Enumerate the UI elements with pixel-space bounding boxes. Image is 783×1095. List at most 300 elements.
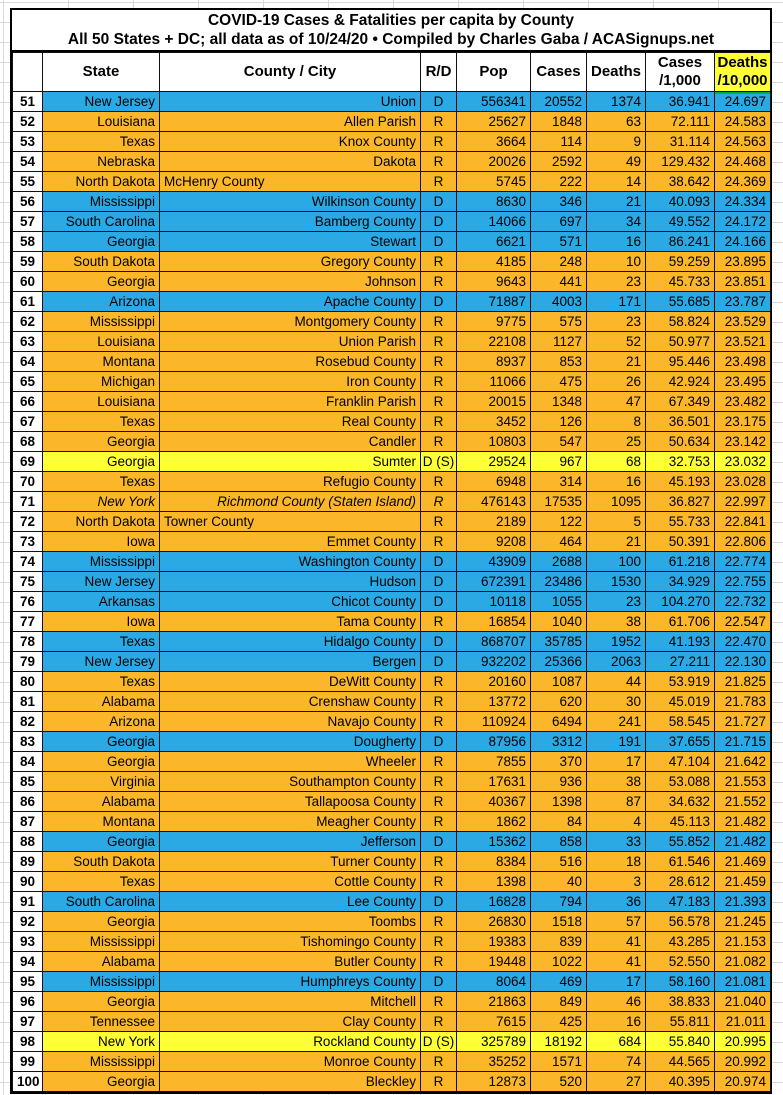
cell-county[interactable]: Dakota xyxy=(160,152,421,172)
cell-cases-per-1000[interactable]: 43.285 xyxy=(646,932,715,952)
cell-cases-per-1000[interactable]: 41.193 xyxy=(646,632,715,652)
cell-cases-per-1000[interactable]: 31.114 xyxy=(646,132,715,152)
cell-cases[interactable]: 1087 xyxy=(531,672,587,692)
cell-state[interactable]: Georgia xyxy=(43,272,160,292)
cell-deaths[interactable]: 21 xyxy=(587,532,646,552)
cell-rank[interactable]: 64 xyxy=(13,352,43,372)
cell-pop[interactable]: 5745 xyxy=(457,172,531,192)
cell-deaths-per-10000[interactable]: 23.498 xyxy=(715,352,771,372)
cell-cases[interactable]: 2688 xyxy=(531,552,587,572)
cell-cases[interactable]: 849 xyxy=(531,992,587,1012)
cell-county[interactable]: Refugio County xyxy=(160,472,421,492)
cell-state[interactable]: North Dakota xyxy=(43,172,160,192)
cell-cases[interactable]: 547 xyxy=(531,432,587,452)
cell-cases-per-1000[interactable]: 129.432 xyxy=(646,152,715,172)
header-rank[interactable] xyxy=(13,53,43,92)
cell-rank[interactable]: 86 xyxy=(13,792,43,812)
cell-rank[interactable]: 51 xyxy=(13,92,43,112)
cell-deaths[interactable]: 2063 xyxy=(587,652,646,672)
cell-pop[interactable]: 87956 xyxy=(457,732,531,752)
cell-deaths-per-10000[interactable]: 23.142 xyxy=(715,432,771,452)
cell-cases[interactable]: 967 xyxy=(531,452,587,472)
cell-rank[interactable]: 62 xyxy=(13,312,43,332)
cell-rank[interactable]: 94 xyxy=(13,952,43,972)
cell-deaths[interactable]: 18 xyxy=(587,852,646,872)
cell-pop[interactable]: 110924 xyxy=(457,712,531,732)
cell-cases-per-1000[interactable]: 72.111 xyxy=(646,112,715,132)
cell-deaths-per-10000[interactable]: 23.521 xyxy=(715,332,771,352)
cell-county[interactable]: Monroe County xyxy=(160,1052,421,1072)
cell-rank[interactable]: 60 xyxy=(13,272,43,292)
cell-cases-per-1000[interactable]: 67.349 xyxy=(646,392,715,412)
cell-state[interactable]: Mississippi xyxy=(43,972,160,992)
header-pop[interactable]: Pop xyxy=(457,53,531,92)
cell-rank[interactable]: 58 xyxy=(13,232,43,252)
cell-deaths[interactable]: 49 xyxy=(587,152,646,172)
cell-rank[interactable]: 90 xyxy=(13,872,43,892)
cell-pop[interactable]: 868707 xyxy=(457,632,531,652)
cell-deaths-per-10000[interactable]: 21.727 xyxy=(715,712,771,732)
cell-deaths[interactable]: 16 xyxy=(587,472,646,492)
cell-cases[interactable]: 794 xyxy=(531,892,587,912)
cell-deaths-per-10000[interactable]: 21.553 xyxy=(715,772,771,792)
cell-deaths-per-10000[interactable]: 21.459 xyxy=(715,872,771,892)
cell-pop[interactable]: 29524 xyxy=(457,452,531,472)
cell-cases[interactable]: 122 xyxy=(531,512,587,532)
cell-state[interactable]: Montana xyxy=(43,352,160,372)
cell-deaths[interactable]: 1374 xyxy=(587,92,646,112)
cell-cases[interactable]: 25366 xyxy=(531,652,587,672)
cell-rd[interactable]: R xyxy=(421,372,457,392)
cell-rd[interactable]: D xyxy=(421,232,457,252)
cell-rd[interactable]: R xyxy=(421,852,457,872)
cell-pop[interactable]: 14066 xyxy=(457,212,531,232)
cell-rank[interactable]: 71 xyxy=(13,492,43,512)
cell-state[interactable]: Texas xyxy=(43,672,160,692)
cell-rd[interactable]: R xyxy=(421,932,457,952)
cell-deaths-per-10000[interactable]: 23.482 xyxy=(715,392,771,412)
cell-rd[interactable]: D (S) xyxy=(421,1032,457,1052)
cell-county[interactable]: Navajo County xyxy=(160,712,421,732)
cell-state[interactable]: Mississippi xyxy=(43,932,160,952)
cell-cases-per-1000[interactable]: 44.565 xyxy=(646,1052,715,1072)
cell-cases[interactable]: 4003 xyxy=(531,292,587,312)
cell-rd[interactable]: R xyxy=(421,272,457,292)
cell-cases-per-1000[interactable]: 32.753 xyxy=(646,452,715,472)
cell-deaths-per-10000[interactable]: 23.175 xyxy=(715,412,771,432)
cell-rank[interactable]: 97 xyxy=(13,1012,43,1032)
cell-pop[interactable]: 17631 xyxy=(457,772,531,792)
cell-rd[interactable]: R xyxy=(421,772,457,792)
cell-deaths-per-10000[interactable]: 23.028 xyxy=(715,472,771,492)
cell-rank[interactable]: 92 xyxy=(13,912,43,932)
cell-deaths-per-10000[interactable]: 23.529 xyxy=(715,312,771,332)
cell-county[interactable]: Rosebud County xyxy=(160,352,421,372)
cell-deaths-per-10000[interactable]: 23.895 xyxy=(715,252,771,272)
cell-rank[interactable]: 68 xyxy=(13,432,43,452)
cell-cases-per-1000[interactable]: 36.501 xyxy=(646,412,715,432)
cell-cases-per-1000[interactable]: 47.104 xyxy=(646,752,715,772)
cell-deaths-per-10000[interactable]: 22.732 xyxy=(715,592,771,612)
cell-deaths-per-10000[interactable]: 23.851 xyxy=(715,272,771,292)
cell-state[interactable]: Iowa xyxy=(43,612,160,632)
cell-cases-per-1000[interactable]: 45.733 xyxy=(646,272,715,292)
cell-state[interactable]: New York xyxy=(43,492,160,512)
header-deaths[interactable]: Deaths xyxy=(587,53,646,92)
cell-deaths[interactable]: 4 xyxy=(587,812,646,832)
cell-cases[interactable]: 3312 xyxy=(531,732,587,752)
cell-cases[interactable]: 516 xyxy=(531,852,587,872)
cell-rank[interactable]: 80 xyxy=(13,672,43,692)
cell-state[interactable]: Georgia xyxy=(43,832,160,852)
cell-cases-per-1000[interactable]: 45.019 xyxy=(646,692,715,712)
cell-cases[interactable]: 853 xyxy=(531,352,587,372)
cell-deaths-per-10000[interactable]: 22.806 xyxy=(715,532,771,552)
cell-deaths-per-10000[interactable]: 21.783 xyxy=(715,692,771,712)
cell-state[interactable]: Louisiana xyxy=(43,112,160,132)
cell-cases[interactable]: 6494 xyxy=(531,712,587,732)
cell-cases-per-1000[interactable]: 36.941 xyxy=(646,92,715,112)
cell-deaths-per-10000[interactable]: 21.469 xyxy=(715,852,771,872)
cell-cases[interactable]: 1348 xyxy=(531,392,587,412)
cell-state[interactable]: South Carolina xyxy=(43,212,160,232)
cell-cases-per-1000[interactable]: 38.642 xyxy=(646,172,715,192)
cell-county[interactable]: Richmond County (Staten Island) xyxy=(160,492,421,512)
cell-deaths[interactable]: 8 xyxy=(587,412,646,432)
cell-deaths[interactable]: 17 xyxy=(587,972,646,992)
cell-rd[interactable]: R xyxy=(421,1052,457,1072)
cell-cases[interactable]: 441 xyxy=(531,272,587,292)
cell-rd[interactable]: R xyxy=(421,152,457,172)
cell-county[interactable]: Chicot County xyxy=(160,592,421,612)
cell-county[interactable]: Real County xyxy=(160,412,421,432)
cell-state[interactable]: Mississippi xyxy=(43,552,160,572)
cell-cases[interactable]: 464 xyxy=(531,532,587,552)
cell-deaths-per-10000[interactable]: 22.997 xyxy=(715,492,771,512)
cell-state[interactable]: Louisiana xyxy=(43,332,160,352)
cell-rank[interactable]: 87 xyxy=(13,812,43,832)
cell-deaths[interactable]: 34 xyxy=(587,212,646,232)
cell-deaths-per-10000[interactable]: 24.369 xyxy=(715,172,771,192)
cell-state[interactable]: Michigan xyxy=(43,372,160,392)
cell-pop[interactable]: 13772 xyxy=(457,692,531,712)
cell-county[interactable]: Rockland County xyxy=(160,1032,421,1052)
cell-cases-per-1000[interactable]: 58.545 xyxy=(646,712,715,732)
cell-pop[interactable]: 26830 xyxy=(457,912,531,932)
cell-rd[interactable]: R xyxy=(421,692,457,712)
cell-deaths-per-10000[interactable]: 22.130 xyxy=(715,652,771,672)
cell-deaths-per-10000[interactable]: 21.081 xyxy=(715,972,771,992)
cell-state[interactable]: South Carolina xyxy=(43,892,160,912)
cell-cases-per-1000[interactable]: 61.218 xyxy=(646,552,715,572)
cell-rank[interactable]: 77 xyxy=(13,612,43,632)
cell-rd[interactable]: D xyxy=(421,572,457,592)
cell-rank[interactable]: 69 xyxy=(13,452,43,472)
cell-rank[interactable]: 93 xyxy=(13,932,43,952)
cell-county[interactable]: Tama County xyxy=(160,612,421,632)
cell-cases[interactable]: 222 xyxy=(531,172,587,192)
cell-pop[interactable]: 20026 xyxy=(457,152,531,172)
cell-rd[interactable]: R xyxy=(421,812,457,832)
cell-pop[interactable]: 11066 xyxy=(457,372,531,392)
cell-pop[interactable]: 19383 xyxy=(457,932,531,952)
cell-deaths-per-10000[interactable]: 21.245 xyxy=(715,912,771,932)
cell-county[interactable]: Stewart xyxy=(160,232,421,252)
cell-deaths[interactable]: 30 xyxy=(587,692,646,712)
cell-state[interactable]: Louisiana xyxy=(43,392,160,412)
cell-cases-per-1000[interactable]: 55.840 xyxy=(646,1032,715,1052)
cell-county[interactable]: Dougherty xyxy=(160,732,421,752)
cell-deaths-per-10000[interactable]: 20.995 xyxy=(715,1032,771,1052)
cell-rank[interactable]: 81 xyxy=(13,692,43,712)
cell-state[interactable]: Alabama xyxy=(43,952,160,972)
cell-cases[interactable]: 20552 xyxy=(531,92,587,112)
cell-pop[interactable]: 21863 xyxy=(457,992,531,1012)
cell-pop[interactable]: 6621 xyxy=(457,232,531,252)
cell-rd[interactable]: R xyxy=(421,472,457,492)
cell-rd[interactable]: D xyxy=(421,552,457,572)
cell-rd[interactable]: R xyxy=(421,412,457,432)
header-state[interactable]: State xyxy=(43,53,160,92)
cell-pop[interactable]: 25627 xyxy=(457,112,531,132)
cell-cases-per-1000[interactable]: 53.088 xyxy=(646,772,715,792)
cell-state[interactable]: Nebraska xyxy=(43,152,160,172)
cell-cases-per-1000[interactable]: 34.632 xyxy=(646,792,715,812)
cell-rank[interactable]: 57 xyxy=(13,212,43,232)
cell-cases-per-1000[interactable]: 49.552 xyxy=(646,212,715,232)
cell-deaths-per-10000[interactable]: 22.470 xyxy=(715,632,771,652)
cell-deaths[interactable]: 46 xyxy=(587,992,646,1012)
cell-deaths-per-10000[interactable]: 23.787 xyxy=(715,292,771,312)
cell-deaths[interactable]: 1530 xyxy=(587,572,646,592)
cell-county[interactable]: Cottle County xyxy=(160,872,421,892)
cell-county[interactable]: Hudson xyxy=(160,572,421,592)
cell-county[interactable]: Hidalgo County xyxy=(160,632,421,652)
cell-pop[interactable]: 8384 xyxy=(457,852,531,872)
cell-county[interactable]: Candler xyxy=(160,432,421,452)
cell-deaths[interactable]: 68 xyxy=(587,452,646,472)
cell-pop[interactable]: 16854 xyxy=(457,612,531,632)
cell-deaths[interactable]: 87 xyxy=(587,792,646,812)
cell-pop[interactable]: 3452 xyxy=(457,412,531,432)
cell-county[interactable]: Toombs xyxy=(160,912,421,932)
cell-deaths[interactable]: 171 xyxy=(587,292,646,312)
cell-rank[interactable]: 84 xyxy=(13,752,43,772)
cell-deaths-per-10000[interactable]: 21.393 xyxy=(715,892,771,912)
cell-rd[interactable]: D (S) xyxy=(421,452,457,472)
cell-rd[interactable]: R xyxy=(421,712,457,732)
cell-cases[interactable]: 1518 xyxy=(531,912,587,932)
cell-county[interactable]: Knox County xyxy=(160,132,421,152)
cell-pop[interactable]: 43909 xyxy=(457,552,531,572)
cell-pop[interactable]: 1862 xyxy=(457,812,531,832)
cell-pop[interactable]: 6948 xyxy=(457,472,531,492)
cell-rank[interactable]: 91 xyxy=(13,892,43,912)
cell-deaths-per-10000[interactable]: 21.552 xyxy=(715,792,771,812)
cell-cases[interactable]: 1848 xyxy=(531,112,587,132)
cell-county[interactable]: Southampton County xyxy=(160,772,421,792)
cell-rd[interactable]: R xyxy=(421,1072,457,1092)
cell-cases-per-1000[interactable]: 45.193 xyxy=(646,472,715,492)
cell-pop[interactable]: 10803 xyxy=(457,432,531,452)
cell-cases-per-1000[interactable]: 58.160 xyxy=(646,972,715,992)
cell-rank[interactable]: 76 xyxy=(13,592,43,612)
cell-rank[interactable]: 100 xyxy=(13,1072,43,1092)
cell-deaths-per-10000[interactable]: 21.482 xyxy=(715,812,771,832)
cell-pop[interactable]: 20160 xyxy=(457,672,531,692)
cell-county[interactable]: Union xyxy=(160,92,421,112)
cell-pop[interactable]: 1398 xyxy=(457,872,531,892)
cell-county[interactable]: Crenshaw County xyxy=(160,692,421,712)
cell-pop[interactable]: 7855 xyxy=(457,752,531,772)
cell-rank[interactable]: 78 xyxy=(13,632,43,652)
cell-state[interactable]: Tennessee xyxy=(43,1012,160,1032)
cell-rank[interactable]: 63 xyxy=(13,332,43,352)
cell-deaths-per-10000[interactable]: 23.495 xyxy=(715,372,771,392)
cell-county[interactable]: Lee County xyxy=(160,892,421,912)
cell-county[interactable]: Clay County xyxy=(160,1012,421,1032)
cell-county[interactable]: Allen Parish xyxy=(160,112,421,132)
cell-rank[interactable]: 73 xyxy=(13,532,43,552)
cell-cases[interactable]: 314 xyxy=(531,472,587,492)
cell-cases[interactable]: 475 xyxy=(531,372,587,392)
cell-deaths[interactable]: 41 xyxy=(587,932,646,952)
cell-rd[interactable]: R xyxy=(421,532,457,552)
cell-deaths-per-10000[interactable]: 20.974 xyxy=(715,1072,771,1092)
cell-deaths[interactable]: 684 xyxy=(587,1032,646,1052)
cell-state[interactable]: Mississippi xyxy=(43,192,160,212)
cell-deaths[interactable]: 41 xyxy=(587,952,646,972)
header-county-city[interactable]: County / City xyxy=(160,53,421,92)
cell-county[interactable]: Montgomery County xyxy=(160,312,421,332)
cell-cases[interactable]: 35785 xyxy=(531,632,587,652)
cell-rd[interactable]: R xyxy=(421,512,457,532)
cell-state[interactable]: Mississippi xyxy=(43,312,160,332)
cell-deaths[interactable]: 27 xyxy=(587,1072,646,1092)
cell-deaths-per-10000[interactable]: 24.468 xyxy=(715,152,771,172)
cell-deaths[interactable]: 57 xyxy=(587,912,646,932)
cell-state[interactable]: Georgia xyxy=(43,752,160,772)
cell-cases[interactable]: 370 xyxy=(531,752,587,772)
cell-county[interactable]: Iron County xyxy=(160,372,421,392)
cell-rank[interactable]: 74 xyxy=(13,552,43,572)
cell-deaths-per-10000[interactable]: 24.583 xyxy=(715,112,771,132)
cell-pop[interactable]: 7615 xyxy=(457,1012,531,1032)
cell-pop[interactable]: 325789 xyxy=(457,1032,531,1052)
cell-rd[interactable]: R xyxy=(421,432,457,452)
cell-cases[interactable]: 346 xyxy=(531,192,587,212)
cell-rank[interactable]: 67 xyxy=(13,412,43,432)
cell-county[interactable]: Tishomingo County xyxy=(160,932,421,952)
cell-deaths[interactable]: 23 xyxy=(587,312,646,332)
cell-state[interactable]: Texas xyxy=(43,132,160,152)
cell-state[interactable]: New Jersey xyxy=(43,652,160,672)
cell-state[interactable]: New Jersey xyxy=(43,92,160,112)
cell-county[interactable]: Apache County xyxy=(160,292,421,312)
cell-deaths-per-10000[interactable]: 23.032 xyxy=(715,452,771,472)
cell-cases-per-1000[interactable]: 55.733 xyxy=(646,512,715,532)
cell-deaths[interactable]: 9 xyxy=(587,132,646,152)
cell-rd[interactable]: R xyxy=(421,332,457,352)
cell-state[interactable]: Georgia xyxy=(43,912,160,932)
cell-county[interactable]: Gregory County xyxy=(160,252,421,272)
cell-state[interactable]: Georgia xyxy=(43,992,160,1012)
cell-county[interactable]: Humphreys County xyxy=(160,972,421,992)
cell-cases[interactable]: 18192 xyxy=(531,1032,587,1052)
cell-cases-per-1000[interactable]: 86.241 xyxy=(646,232,715,252)
cell-rd[interactable]: R xyxy=(421,672,457,692)
cell-deaths[interactable]: 1095 xyxy=(587,492,646,512)
header-rd[interactable]: R/D xyxy=(421,53,457,92)
cell-state[interactable]: Mississippi xyxy=(43,1052,160,1072)
cell-state[interactable]: Texas xyxy=(43,472,160,492)
cell-cases[interactable]: 23486 xyxy=(531,572,587,592)
cell-cases[interactable]: 248 xyxy=(531,252,587,272)
cell-cases-per-1000[interactable]: 55.685 xyxy=(646,292,715,312)
cell-deaths[interactable]: 16 xyxy=(587,232,646,252)
cell-cases-per-1000[interactable]: 56.578 xyxy=(646,912,715,932)
cell-deaths-per-10000[interactable]: 21.011 xyxy=(715,1012,771,1032)
cell-county[interactable]: Mitchell xyxy=(160,992,421,1012)
cell-cases[interactable]: 1040 xyxy=(531,612,587,632)
cell-rd[interactable]: R xyxy=(421,752,457,772)
cell-state[interactable]: South Dakota xyxy=(43,252,160,272)
cell-pop[interactable]: 2189 xyxy=(457,512,531,532)
cell-county[interactable]: Emmet County xyxy=(160,532,421,552)
cell-deaths[interactable]: 3 xyxy=(587,872,646,892)
cell-state[interactable]: Arkansas xyxy=(43,592,160,612)
cell-cases[interactable]: 1022 xyxy=(531,952,587,972)
cell-deaths-per-10000[interactable]: 20.992 xyxy=(715,1052,771,1072)
cell-cases-per-1000[interactable]: 61.546 xyxy=(646,852,715,872)
cell-rank[interactable]: 65 xyxy=(13,372,43,392)
cell-rd[interactable]: D xyxy=(421,592,457,612)
cell-rank[interactable]: 83 xyxy=(13,732,43,752)
cell-cases-per-1000[interactable]: 55.811 xyxy=(646,1012,715,1032)
header-deaths-per-10000[interactable] xyxy=(715,53,771,92)
cell-cases-per-1000[interactable]: 36.827 xyxy=(646,492,715,512)
cell-cases[interactable]: 620 xyxy=(531,692,587,712)
cell-cases[interactable]: 2592 xyxy=(531,152,587,172)
cell-rank[interactable]: 82 xyxy=(13,712,43,732)
cell-cases-per-1000[interactable]: 27.211 xyxy=(646,652,715,672)
cell-cases[interactable]: 1055 xyxy=(531,592,587,612)
cell-rd[interactable]: R xyxy=(421,952,457,972)
cell-deaths[interactable]: 26 xyxy=(587,372,646,392)
cell-deaths-per-10000[interactable]: 22.755 xyxy=(715,572,771,592)
cell-cases-per-1000[interactable]: 53.919 xyxy=(646,672,715,692)
cell-rd[interactable]: R xyxy=(421,792,457,812)
cell-deaths[interactable]: 23 xyxy=(587,272,646,292)
cell-deaths[interactable]: 10 xyxy=(587,252,646,272)
cell-deaths[interactable]: 100 xyxy=(587,552,646,572)
cell-deaths[interactable]: 16 xyxy=(587,1012,646,1032)
cell-pop[interactable]: 16828 xyxy=(457,892,531,912)
cell-rd[interactable]: R xyxy=(421,492,457,512)
cell-cases-per-1000[interactable]: 38.833 xyxy=(646,992,715,1012)
cell-county[interactable]: Washington County xyxy=(160,552,421,572)
cell-cases[interactable]: 936 xyxy=(531,772,587,792)
cell-rd[interactable]: D xyxy=(421,292,457,312)
cell-deaths-per-10000[interactable]: 21.040 xyxy=(715,992,771,1012)
cell-county[interactable]: Turner County xyxy=(160,852,421,872)
cell-rd[interactable]: R xyxy=(421,252,457,272)
cell-deaths[interactable]: 23 xyxy=(587,592,646,612)
cell-state[interactable]: Texas xyxy=(43,632,160,652)
cell-rank[interactable]: 70 xyxy=(13,472,43,492)
header-cases-per-1000[interactable] xyxy=(646,53,715,92)
cell-county[interactable]: Union Parish xyxy=(160,332,421,352)
